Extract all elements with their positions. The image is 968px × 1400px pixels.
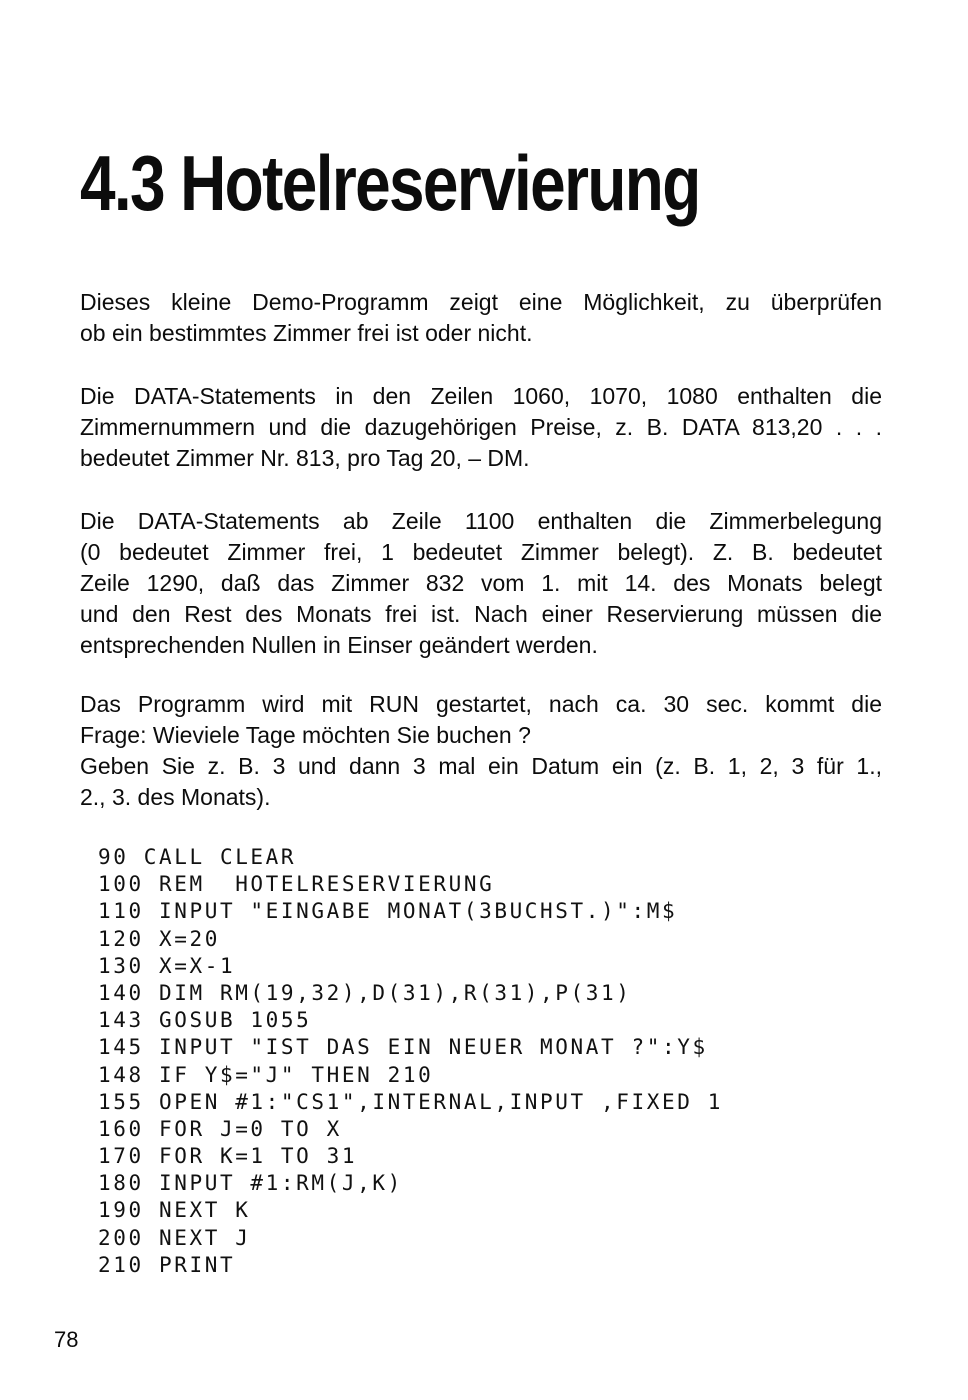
paragraph-line: ob ein bestimmtes Zimmer frei ist oder nicht. <box>80 320 533 346</box>
code-line: 148 IF Y$="J" THEN 210 <box>98 1062 434 1087</box>
paragraph-line: (0 bedeutet Zimmer frei, 1 bedeutet Zimmer belegt). Z. B. bedeutet <box>80 539 882 565</box>
code-line: 110 INPUT "EINGABE MONAT(3BUCHST.)":M$ <box>98 899 678 924</box>
paragraph-line: entsprechenden Nullen in Einser geändert werden. <box>80 632 598 658</box>
paragraph-line: Frage: Wieviele Tage möchten Sie buchen ? <box>80 722 531 748</box>
code-line: 143 GOSUB 1055 <box>98 1008 312 1033</box>
paragraph-line: Zeile 1290, daß das Zimmer 832 vom 1. mit 14. des Monats belegt <box>80 570 882 596</box>
paragraph-line: und den Rest des Monats frei ist. Nach einer Reservierung müssen die <box>80 601 882 627</box>
paragraph-line: Die DATA-Statements in den Zeilen 1060, 1070, 1080 enthalten die <box>80 383 882 409</box>
paragraph-line: Dieses kleine Demo-Programm zeigt eine Möglichkeit, zu überprüfen <box>80 289 882 315</box>
paragraph-line: bedeutet Zimmer Nr. 813, pro Tag 20, – DM. <box>80 445 530 471</box>
paragraph-data-statements-occupancy <box>80 506 882 661</box>
section-heading: 4.3 Hotelreservierung <box>80 139 700 227</box>
paragraph-line: Das Programm wird mit RUN gestartet, nach ca. 30 sec. kommt die <box>80 691 882 717</box>
code-line: 145 INPUT "IST DAS EIN NEUER MONAT ?":Y$ <box>98 1035 708 1060</box>
code-line: 100 REM HOTELRESERVIERUNG <box>98 872 495 897</box>
code-line: 190 NEXT K <box>98 1198 251 1223</box>
code-line: 155 OPEN #1:"CS1",INTERNAL,INPUT ,FIXED 1 <box>98 1089 723 1114</box>
code-line: 210 PRINT <box>98 1252 236 1277</box>
paragraph-run-instructions <box>80 689 882 813</box>
paragraph-line: Die DATA-Statements ab Zeile 1100 enthalten die Zimmerbelegung <box>80 508 882 534</box>
paragraph-line: Geben Sie z. B. 3 und dann 3 mal ein Datum ein (z. B. 1, 2, 3 für 1., <box>80 753 882 779</box>
paragraph-intro <box>80 287 882 349</box>
code-line: 170 FOR K=1 TO 31 <box>98 1144 358 1169</box>
paragraph-data-statements-rooms <box>80 381 882 474</box>
paragraph-line: Zimmernummern und die dazugehörigen Preise, z. B. DATA 813,20 . . . <box>80 414 882 440</box>
code-line: 160 FOR J=0 TO X <box>98 1116 342 1141</box>
code-line: 120 X=20 <box>98 926 220 951</box>
page-number: 78 <box>54 1327 79 1352</box>
basic-program-listing <box>98 844 723 1279</box>
code-line: 200 NEXT J <box>98 1225 251 1250</box>
code-line: 140 DIM RM(19,32),D(31),R(31),P(31) <box>98 980 632 1005</box>
paragraph-line: 2., 3. des Monats). <box>80 784 271 810</box>
code-line: 180 INPUT #1:RM(J,K) <box>98 1171 403 1196</box>
code-line: 90 CALL CLEAR <box>98 845 297 869</box>
code-line: 130 X=X-1 <box>98 953 236 978</box>
